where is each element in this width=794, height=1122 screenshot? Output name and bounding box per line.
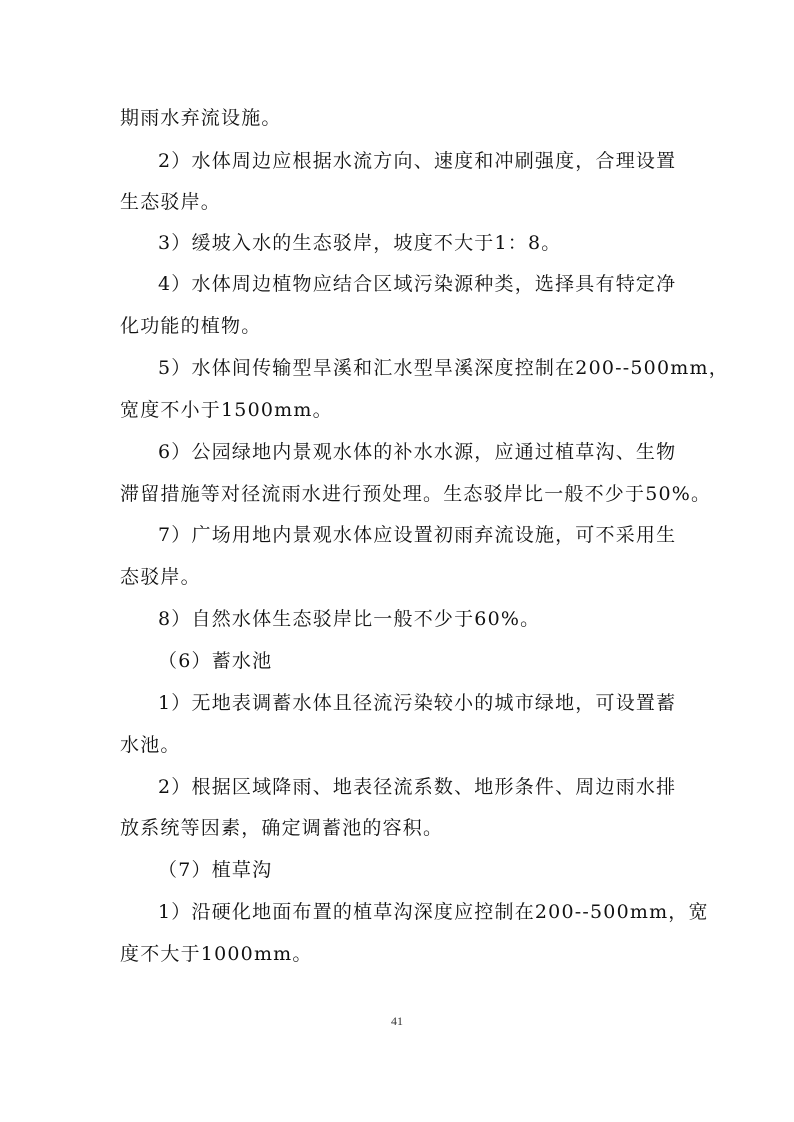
text-line-1: 期雨水弃流设施。 bbox=[120, 107, 282, 129]
text-line-17: 2）根据区域降雨、地表径流系数、地形条件、周边雨水排 bbox=[158, 776, 677, 798]
text-line-13: 8）自然水体生态驳岸比一般不少于60%。 bbox=[158, 608, 541, 630]
text-line-5: 4）水体周边植物应结合区域污染源种类，选择具有特定净 bbox=[158, 273, 677, 295]
text-line-11: 7）广场用地内景观水体应设置初雨弃流设施，可不采用生 bbox=[158, 524, 677, 546]
section-heading-6: （6）蓄水池 bbox=[158, 650, 273, 672]
text-line-16: 水池。 bbox=[120, 734, 181, 756]
text-line-12: 态驳岸。 bbox=[120, 566, 201, 588]
text-line-3: 生态驳岸。 bbox=[120, 191, 222, 213]
text-line-10: 滞留措施等对径流雨水进行预处理。生态驳岸比一般不少于50%。 bbox=[120, 483, 712, 505]
text-line-9: 6）公园绿地内景观水体的补水水源，应通过植草沟、生物 bbox=[158, 441, 677, 463]
page-number: 41 bbox=[391, 1014, 403, 1028]
text-line-4: 3）缓坡入水的生态驳岸，坡度不大于1：8。 bbox=[158, 232, 562, 254]
text-line-20: 1）沿硬化地面布置的植草沟深度应控制在200--500mm，宽 bbox=[158, 901, 709, 923]
text-line-2: 2）水体周边应根据水流方向、速度和冲刷强度，合理设置 bbox=[158, 150, 677, 172]
text-line-8: 宽度不小于1500mm。 bbox=[120, 399, 333, 421]
section-heading-7: （7）植草沟 bbox=[158, 859, 273, 881]
text-line-18: 放系统等因素，确定调蓄池的容积。 bbox=[120, 817, 444, 839]
text-line-15: 1）无地表调蓄水体且径流污染较小的城市绿地，可设置蓄 bbox=[158, 692, 677, 714]
text-line-6: 化功能的植物。 bbox=[120, 315, 262, 337]
text-line-7: 5）水体间传输型旱溪和汇水型旱溪深度控制在200--500mm， bbox=[158, 357, 729, 379]
text-line-21: 度不大于1000mm。 bbox=[120, 943, 313, 965]
